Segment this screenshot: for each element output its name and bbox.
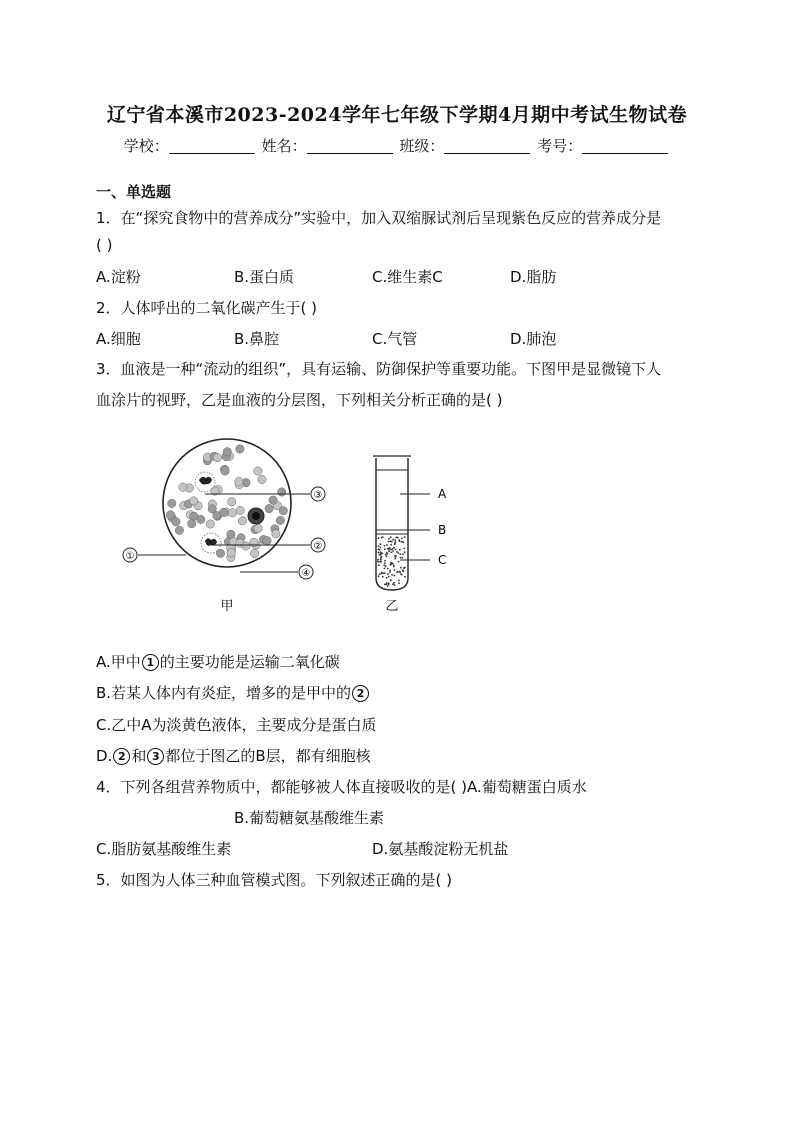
school-label: 学校： [123, 137, 169, 155]
q2-option-b: B.鼻腔 [234, 330, 280, 348]
sediment-dot [378, 564, 380, 566]
red-blood-cell [216, 549, 224, 557]
sediment-dot [393, 566, 395, 568]
name-label: 姓名： [261, 137, 307, 155]
sediment-dot [390, 536, 392, 538]
sediment-dot [391, 552, 393, 554]
sediment-dot [381, 552, 383, 554]
sediment-dot [392, 550, 394, 552]
sediment-dot [378, 545, 380, 547]
red-blood-cell [208, 505, 216, 513]
sediment-dot [384, 572, 386, 574]
sediment-dot [390, 562, 392, 564]
sediment-dot [378, 552, 380, 554]
q4-option-b: B.葡萄糖氨基酸维生素 [234, 809, 385, 827]
q1-option-d: D.脂肪 [510, 268, 557, 286]
sediment-dot [399, 549, 401, 551]
red-blood-cell [190, 497, 198, 505]
red-blood-cell [166, 511, 174, 519]
q3-option-d-conj: 和 [131, 747, 147, 765]
sediment-dot [380, 559, 382, 561]
q1-stem-line2: ( ) [96, 236, 113, 254]
sediment-dot [399, 540, 401, 542]
white-blood-cell-middle [248, 508, 264, 524]
sediment-dot [401, 574, 403, 576]
sediment-dot [383, 564, 385, 566]
q3-figure [110, 438, 470, 618]
sediment-dot [402, 569, 404, 571]
q2-option-d: D.肺泡 [510, 330, 557, 348]
sediment-dot [377, 559, 379, 561]
marker-3-label: ③ [313, 490, 323, 501]
sediment-dot [379, 573, 381, 575]
q3-option-a-prefix: A.甲中 [96, 653, 141, 671]
sediment-dot [397, 571, 399, 573]
red-blood-cell [242, 542, 250, 550]
sediment-dot [394, 584, 396, 586]
red-blood-cell [269, 496, 277, 504]
sediment-dot [393, 547, 395, 549]
section-title: 一、单选题 [96, 183, 172, 201]
q3-option-d-text: 都位于图乙的B层，都有细胞核 [165, 747, 371, 765]
circled-number-2: 2 [352, 685, 369, 702]
q1-option-b: B.蛋白质 [234, 268, 295, 286]
q3-option-b-text: B.若某人体内有炎症，增多的是甲中的 [96, 684, 352, 702]
q3-option-a [96, 651, 340, 672]
sediment-dot [394, 542, 396, 544]
sediment-dot [388, 541, 390, 543]
red-blood-cell [227, 530, 235, 538]
sediment-dot [404, 536, 406, 538]
sediment-dot [404, 551, 406, 553]
red-blood-cell [272, 530, 280, 538]
sediment-dot [388, 582, 390, 584]
q3-option-b [96, 682, 370, 703]
sediment-dot [388, 550, 390, 552]
red-blood-cell [206, 520, 214, 528]
sediment-dot [388, 538, 390, 540]
sediment-dot [386, 544, 388, 546]
sediment-dot [399, 571, 401, 573]
red-blood-cell [179, 483, 187, 491]
red-blood-cell [172, 518, 180, 526]
sediment-dot [392, 583, 394, 585]
sediment-dot [384, 562, 386, 564]
red-blood-cell [236, 506, 244, 514]
sediment-dot [384, 584, 386, 586]
q1-option-c: C.维生素C [372, 268, 443, 286]
q2-stem: 2．人体呼出的二氧化碳产生于( ) [96, 299, 318, 317]
red-blood-cell [220, 508, 228, 516]
sediment-dot [394, 558, 396, 560]
class-label: 班级： [399, 137, 445, 155]
sediment-dot [387, 585, 389, 587]
red-blood-cell [254, 524, 262, 532]
q1-option-a: A.淀粉 [96, 268, 141, 286]
red-blood-cell [250, 549, 258, 557]
sediment-dot [389, 571, 391, 573]
blood-smear-view [123, 439, 325, 614]
red-blood-cell [228, 509, 236, 517]
figure-caption-right: 乙 [385, 599, 399, 614]
test-tube-layers [373, 456, 447, 614]
q3-stem-line1: 3．血液是一种“流动的组织”，具有运输、防御保护等重要功能。下图甲是显微镜下人 [96, 360, 662, 378]
red-blood-cell [278, 488, 286, 496]
sediment-dot [386, 582, 388, 584]
sediment-dot [388, 549, 390, 551]
sediment-dot [384, 568, 386, 570]
sediment-dot [379, 549, 381, 551]
marker-4-label: ④ [301, 568, 311, 579]
sediment-dot [393, 582, 395, 584]
sediment-dot [398, 580, 400, 582]
red-blood-cell [235, 477, 243, 485]
sediment-dot [398, 561, 400, 563]
sediment-dot [391, 574, 393, 576]
sediment-dot [386, 555, 388, 557]
sediment-dot [384, 548, 386, 550]
marker-2-label: ② [313, 541, 323, 552]
sediment-dot [401, 538, 403, 540]
sediment-dot [378, 561, 380, 563]
red-blood-cell [228, 498, 236, 506]
q1-stem-line1: 1．在“探究食物中的营养成分”实验中，加入双缩脲试剂后呈现紫色反应的营养成分是 [96, 209, 662, 227]
q5-stem: 5．如图为人体三种血管模式图。下列叙述正确的是( ) [96, 871, 453, 889]
red-blood-cell [238, 517, 246, 525]
sediment-dot [402, 541, 404, 543]
sediment-dot [380, 561, 382, 563]
sediment-dot [397, 552, 399, 554]
sediment-dot [381, 537, 383, 539]
sediment-dot [380, 557, 382, 559]
red-blood-cell [223, 448, 231, 456]
sediment-dot [394, 569, 396, 571]
sediment-dot [384, 560, 386, 562]
sediment-dot [403, 548, 405, 550]
sediment-dot [399, 553, 401, 555]
red-blood-cell [254, 467, 262, 475]
sediment-dot [404, 576, 406, 578]
q2-option-a: A.细胞 [96, 330, 141, 348]
sediment-dot [386, 552, 388, 554]
sediment-dot [386, 577, 388, 579]
q3-stem-line2: 血涂片的视野，乙是血液的分层图，下列相关分析正确的是( ) [96, 391, 503, 409]
q4-stem: 4．下列各组营养物质中，都能够被人体直接吸收的是( )A.葡萄糖蛋白质水 [96, 778, 587, 796]
sediment-dot [385, 554, 387, 556]
sediment-dot [391, 541, 393, 543]
sediment-dot [390, 564, 392, 566]
sediment-dot [397, 537, 399, 539]
red-blood-cell [227, 549, 235, 557]
sediment-dot [402, 553, 404, 555]
figure-caption-left: 甲 [220, 599, 234, 614]
blood-cell-sediment [377, 536, 406, 587]
exam-number-label: 考号： [537, 137, 583, 155]
red-blood-cell [190, 512, 198, 520]
sediment-dot [401, 557, 403, 559]
exam-number-blank [582, 139, 668, 154]
layer-label-b: B [438, 523, 447, 537]
page-title: 辽宁省本溪市2023-2024学年七年级下学期4月期中考试生物试卷 [106, 104, 688, 126]
sediment-dot [400, 557, 402, 559]
student-info-line [0, 135, 794, 156]
sediment-dot [388, 576, 390, 578]
sediment-dot [387, 568, 389, 570]
sediment-dot [382, 576, 384, 578]
sediment-dot [378, 537, 380, 539]
red-blood-cell [188, 520, 196, 528]
circled-number-2b: 2 [113, 748, 130, 765]
red-blood-cell [221, 467, 229, 475]
red-blood-cell [175, 526, 183, 534]
sediment-dot [380, 547, 382, 549]
sediment-dot [395, 549, 397, 551]
sediment-dot [400, 567, 402, 569]
q4-option-c: C.脂肪氨基酸维生素 [96, 840, 232, 858]
sediment-dot [390, 544, 392, 546]
sediment-dot [394, 539, 396, 541]
sediment-dot [395, 556, 397, 558]
sediment-dot [396, 551, 398, 553]
red-blood-cell [263, 537, 271, 545]
layer-label-c: C [438, 553, 447, 567]
red-blood-cell [265, 504, 273, 512]
name-blank [307, 139, 393, 154]
school-blank [169, 139, 255, 154]
sediment-dot [378, 575, 380, 577]
sediment-dot [398, 582, 400, 584]
q3-option-c: C.乙中A为淡黄色液体，主要成分是蛋白质 [96, 716, 377, 734]
sediment-dot [379, 543, 381, 545]
red-blood-cell [168, 499, 176, 507]
sediment-dot [384, 545, 386, 547]
sediment-dot [401, 541, 403, 543]
red-blood-cell [276, 516, 284, 524]
sediment-dot [392, 539, 394, 541]
sediment-dot [393, 575, 395, 577]
red-blood-cell [213, 453, 221, 461]
red-blood-cell [258, 475, 266, 483]
sediment-dot [404, 567, 406, 569]
q4-option-d: D.氨基酸淀粉无机盐 [372, 840, 509, 858]
sediment-dot [392, 548, 394, 550]
q3-option-d [96, 745, 371, 766]
circled-number-1: 1 [142, 654, 159, 671]
sediment-dot [381, 572, 383, 574]
layer-label-a: A [438, 487, 447, 501]
class-blank [444, 139, 530, 154]
sediment-dot [390, 579, 392, 581]
q3-option-a-text: 的主要功能是运输二氧化碳 [159, 653, 340, 671]
sediment-dot [387, 573, 389, 575]
circled-number-3: 3 [147, 748, 164, 765]
red-blood-cell [279, 507, 287, 515]
marker-1-label: ① [125, 551, 135, 562]
red-blood-cell [236, 445, 244, 453]
q3-option-d-prefix: D. [96, 747, 113, 765]
q2-option-c: C.气管 [372, 330, 418, 348]
